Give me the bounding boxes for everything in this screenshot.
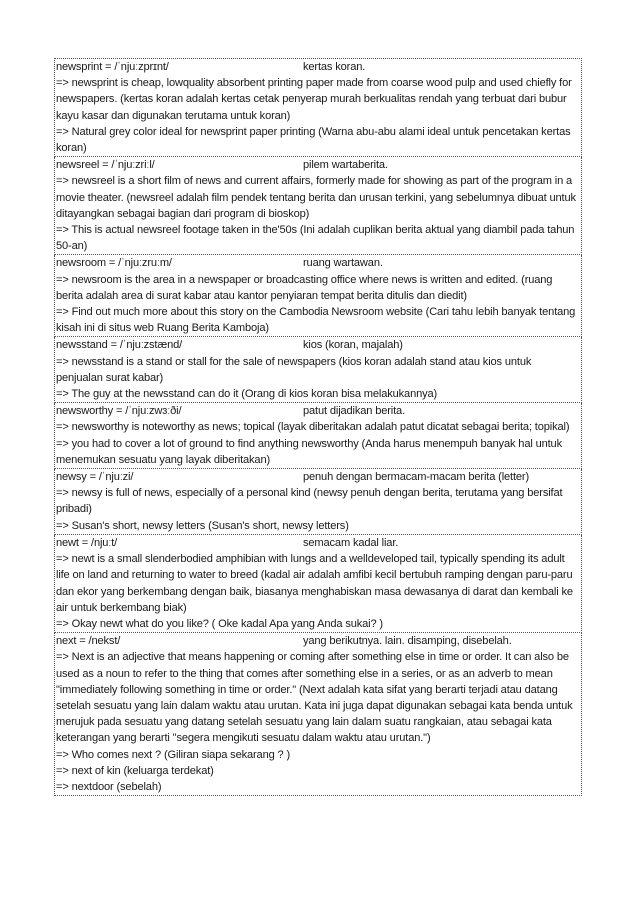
entry-cell xyxy=(55,59,582,157)
entry-cell xyxy=(55,534,582,632)
dictionary-entry xyxy=(55,157,582,255)
entry-headword: newsstand = /ˈnjuːzstænd/ xyxy=(56,339,183,352)
entry-line: => This is actual newsreel footage taken in the'50s (Ini adalah cuplikan berita aktual yang diambil pada tahun 50-an) xyxy=(56,224,575,253)
entry-headline xyxy=(56,469,580,485)
dictionary-entry xyxy=(55,403,582,469)
entry-line: => Susan's short, newsy letters (Susan's short, newsy letters) xyxy=(56,519,349,532)
entry-line: => newsprint is cheap, lowquality absorbent printing paper made from coarse wood pulp and used chiefly for newspapers. (kertas koran adalah kertas cetak penyerap murah berkualitas rendah yang terbuat dari bubur kayu kasar dan digunakan terutama untuk koran) xyxy=(56,77,572,122)
entry-headline xyxy=(56,59,580,75)
entry-line: => newsroom is the area in a newspaper or broadcasting office where news is written and edited. (ruang berita adalah area di surat kabar atau kantor penyiaran tempat berita ditulis dan diedit) xyxy=(56,273,553,302)
entry-line: => Natural grey color ideal for newsprint paper printing (Warna abu-abu alami ideal untuk pencetakan kertas koran) xyxy=(56,125,571,155)
entry-line: => newt is a small slenderbodied amphibian with lungs and a welldeveloped tail, typically spending its adult life on land and returning to water to breed (kadal air adalah amfibi kecil bertubuh ramping dengan paru-paru dan ekor yang berkembang dengan baik, biasanya menghabiskan masa dewasanya di darat dan kembali ke air untuk berkembang biak) xyxy=(56,553,573,614)
entry-cell xyxy=(55,469,582,535)
entry-headline xyxy=(56,337,580,353)
entry-headword: newsroom = /ˈnjuːzruːm/ xyxy=(56,257,172,270)
dictionary-entry xyxy=(55,633,582,796)
entry-translation: pilem wartaberita. xyxy=(303,159,388,172)
entry-translation: ruang wartawan. xyxy=(303,257,383,270)
dictionary-entry xyxy=(55,337,582,403)
entry-line: => Who comes next ? (Giliran siapa sekarang ? ) xyxy=(56,748,291,761)
entry-line: => nextdoor (sebelah) xyxy=(56,780,162,793)
entry-cell xyxy=(55,255,582,337)
dictionary-table xyxy=(54,58,582,796)
entry-line: => Okay newt what do you like? ( Oke kadal Apa yang Anda sukai? ) xyxy=(56,617,383,630)
dictionary-entry xyxy=(55,255,582,337)
dictionary-body xyxy=(55,59,582,796)
entry-line: => The guy at the newsstand can do it (Orang di kios koran bisa melakukannya) xyxy=(56,388,438,401)
entry-translation: penuh dengan bermacam-macam berita (letter) xyxy=(303,471,530,484)
entry-cell xyxy=(55,633,582,796)
entry-headword: next = /nekst/ xyxy=(56,635,121,648)
entry-headword: newsy = /ˈnjuːzi/ xyxy=(56,471,134,484)
entry-line: => Find out much more about this story on the Cambodia Newsroom website (Cari tahu lebih banyak tentang kisah ini di situs web Ruang Berita Kamboja) xyxy=(56,306,576,335)
entry-headword: newsreel = /ˈnjuːzriːl/ xyxy=(56,159,155,172)
entry-line: => newsreel is a short film of news and current affairs, formerly made for showing as part of the program in a movie theater. (newsreel adalah film pendek tentang berita dan urusan terkini, yang sebelumnya dibuat untuk ditayangkan sebagai bagian dari program di bioskop) xyxy=(56,175,576,220)
entry-line: => next of kin (keluarga terdekat) xyxy=(56,764,214,777)
entry-headline xyxy=(56,255,580,271)
entry-cell xyxy=(55,403,582,469)
entry-headline xyxy=(56,157,580,173)
dictionary-entry xyxy=(55,59,582,157)
entry-headline xyxy=(56,633,580,649)
entry-cell xyxy=(55,337,582,403)
entry-translation: patut dijadikan berita. xyxy=(303,405,406,418)
entry-cell xyxy=(55,157,582,255)
entry-translation: kios (koran, majalah) xyxy=(303,339,403,352)
entry-headword: newsprint = /ˈnjuːzprɪnt/ xyxy=(56,61,169,73)
entry-line: => you had to cover a lot of ground to find anything newsworthy (Anda harus menempuh banyak hal untuk menemukan sesuatu yang layak diberitakan) xyxy=(56,437,562,466)
entry-headline xyxy=(56,535,580,551)
dictionary-entry xyxy=(55,534,582,632)
entry-translation: semacam kadal liar. xyxy=(303,536,399,549)
entry-line: => Next is an adjective that means happening or coming after something else in time or order. It can also be used as a noun to refer to the thing that comes after something else in a series, or as an adverb to mean "immediately following something in time or order." (Next adalah kata sifat yang berarti terjadi atau datang setelah sesuatu yang lain dalam waktu atau urutan. Kata ini juga dapat digunakan sebagai kata benda untuk merujuk pada sesuatu yang datang setelah sesuatu yang lain dalam suatu rangkaian, atau sebagai kata keterangan yang berarti "segera mengikuti sesuatu dalam waktu atau urutan.") xyxy=(56,651,573,745)
entry-line: => newsy is full of news, especially of a personal kind (newsy penuh dengan berita, terutama yang bersifat pribadi) xyxy=(56,487,563,516)
entry-line: => newsstand is a stand or stall for the sale of newspapers (kios koran adalah stand atau kios untuk penjualan surat kabar) xyxy=(56,355,532,384)
entry-headword: newt = /njuːt/ xyxy=(56,536,118,549)
entry-line: => newsworthy is noteworthy as news; topical (layak diberitakan adalah patut dicatat sebagai berita; topikal) xyxy=(56,421,570,434)
dictionary-entry xyxy=(55,469,582,535)
entry-headword: newsworthy = /ˈnjuːzwɜːði/ xyxy=(56,405,182,418)
entry-translation: yang berikutnya. lain. disamping, disebelah. xyxy=(303,635,512,648)
entry-translation: kertas koran. xyxy=(303,61,366,73)
entry-headline xyxy=(56,403,580,419)
